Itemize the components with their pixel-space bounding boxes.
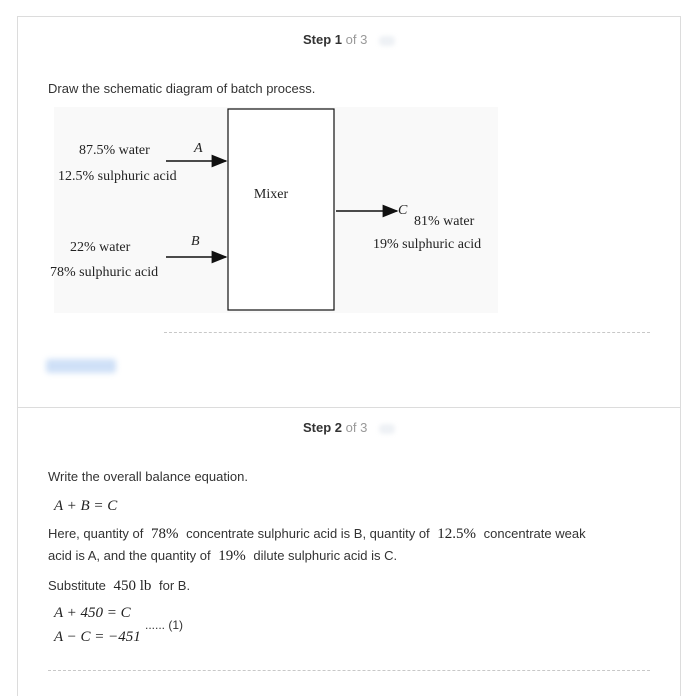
batch-process-diagram bbox=[50, 107, 498, 313]
para1-text-4: acid is A, and the quantity of bbox=[48, 548, 211, 563]
step-1-divider bbox=[164, 332, 650, 333]
stream-a-water: 87.5% water bbox=[79, 143, 150, 158]
para1-text-2: concentrate sulphuric acid is B, quantity of bbox=[186, 526, 430, 541]
step-1-instruction: Draw the schematic diagram of batch process. bbox=[48, 81, 316, 96]
comments-link[interactable] bbox=[46, 359, 116, 373]
substitute-text-2: for B. bbox=[159, 578, 191, 593]
step-2-of-label: of 3 bbox=[345, 420, 368, 435]
step-2-divider bbox=[48, 670, 650, 671]
overall-balance-equation: A + B = C bbox=[54, 498, 118, 514]
substitute-text-1: Substitute bbox=[48, 578, 106, 593]
para1-value-19: 19% bbox=[218, 548, 246, 564]
para1-text-1: Here, quantity of bbox=[48, 526, 144, 541]
stream-c-acid: 19% sulphuric acid bbox=[373, 237, 482, 252]
para1-value-12-5: 12.5% bbox=[437, 526, 477, 542]
stream-a-acid: 12.5% sulphuric acid bbox=[58, 169, 177, 184]
diagram-graphics bbox=[54, 107, 498, 313]
equation-2-line-2: A − C = −451 bbox=[54, 629, 141, 645]
step-1-label: Step 1 bbox=[303, 32, 343, 47]
stream-c-label: C bbox=[398, 203, 408, 218]
stream-a-label: A bbox=[194, 141, 203, 156]
stream-b-acid: 78% sulphuric acid bbox=[50, 265, 159, 280]
mixer-box bbox=[228, 109, 334, 310]
mixer-label: Mixer bbox=[253, 187, 289, 202]
step-1-header bbox=[18, 32, 680, 47]
explanation-line-1 bbox=[48, 526, 586, 543]
stream-b-label: B bbox=[191, 234, 200, 249]
step-2-card bbox=[17, 406, 681, 696]
explanation-line-2 bbox=[48, 548, 397, 565]
equation-2-line-1: A + 450 = C bbox=[54, 605, 131, 621]
step-1-of-label: of 3 bbox=[345, 32, 368, 47]
step-1-blurred-badge bbox=[379, 36, 395, 46]
step-2-blurred-badge bbox=[379, 424, 395, 434]
substitute-value: 450 lb bbox=[113, 578, 152, 594]
step-2-header bbox=[18, 420, 680, 435]
step-2-instruction: Write the overall balance equation. bbox=[48, 469, 248, 484]
para1-value-78: 78% bbox=[151, 526, 179, 542]
para1-text-3: concentrate weak bbox=[483, 526, 586, 541]
substitute-line bbox=[48, 578, 190, 595]
step-2-label: Step 2 bbox=[303, 420, 343, 435]
stream-b-water: 22% water bbox=[70, 240, 131, 255]
para1-text-5: dilute sulphuric acid is C. bbox=[253, 548, 398, 563]
stream-c-water: 81% water bbox=[414, 214, 475, 229]
step-1-card bbox=[17, 16, 681, 408]
equation-2-tag: ...... (1) bbox=[145, 618, 184, 632]
